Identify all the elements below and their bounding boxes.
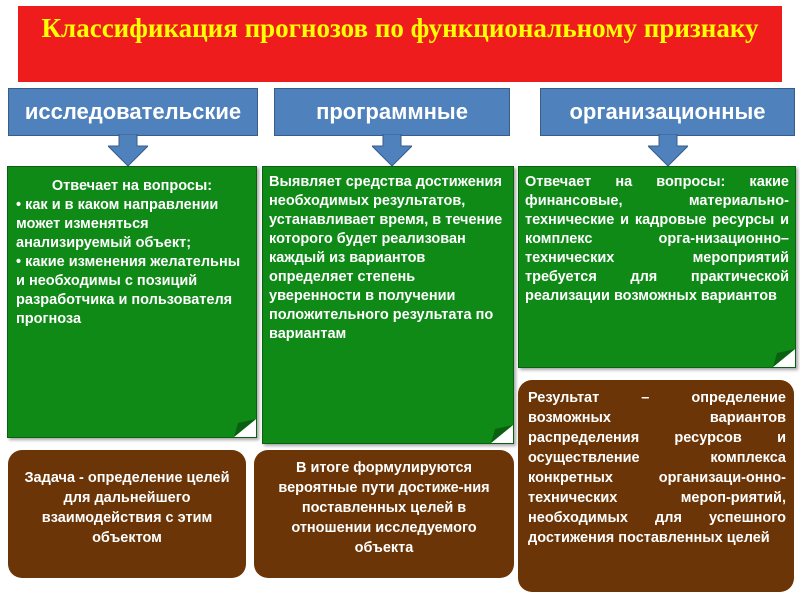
page-fold-icon xyxy=(234,419,256,437)
category-program: программные xyxy=(274,88,510,136)
research-intro: Отвечает на вопросы: xyxy=(51,178,213,194)
program-description-box xyxy=(262,166,514,444)
program-text-1: Выявляет средства достижения необходимых результатов, устанавливает время, в течение которого будет реализован каждый из вариантов xyxy=(269,174,503,266)
down-arrow-icon xyxy=(648,134,688,166)
research-task-box: Задача - определение целей для дальнейшего взаимодействия с этим объектом xyxy=(8,450,246,578)
page-fold-icon xyxy=(773,349,795,367)
organizational-text: Отвечает на вопросы: какие финансовые, материально-технические и кадровые ресурсы и комплекс орга-низационно–технических мероприятий требуется для практической реализации возможных вариантов xyxy=(525,174,789,304)
down-arrow-icon xyxy=(108,134,148,166)
slide-title: Классификация прогнозов по функциональному признаку xyxy=(18,6,782,82)
organizational-description-box xyxy=(518,166,796,368)
category-research: исследовательские xyxy=(8,88,258,136)
program-result-box: В итоге формулируются вероятные пути достиже-ния поставленных целей в отношении исследуемого объекта xyxy=(254,450,514,578)
page-fold-icon xyxy=(491,425,513,443)
program-text-2: определяет степень уверенности в получении положительного результата по вариантам xyxy=(269,269,494,342)
down-arrow-icon xyxy=(372,134,412,166)
organizational-result-box: Результат – определение возможных вариантов распределения ресурсов и осуществление комплекса конкретных организаци-онно-технических мероп-риятий, необходимых для успешного достижения поставленных целей xyxy=(518,380,794,592)
research-bullet-1: • как и в каком направлении может изменяться анализируемый объект; xyxy=(16,196,248,253)
research-bullet-2: • какие изменения желательны и необходимы с позиций разработчика и пользователя прогноза xyxy=(16,253,248,329)
category-organizational: организационные xyxy=(540,88,795,136)
research-description-box xyxy=(7,166,257,438)
